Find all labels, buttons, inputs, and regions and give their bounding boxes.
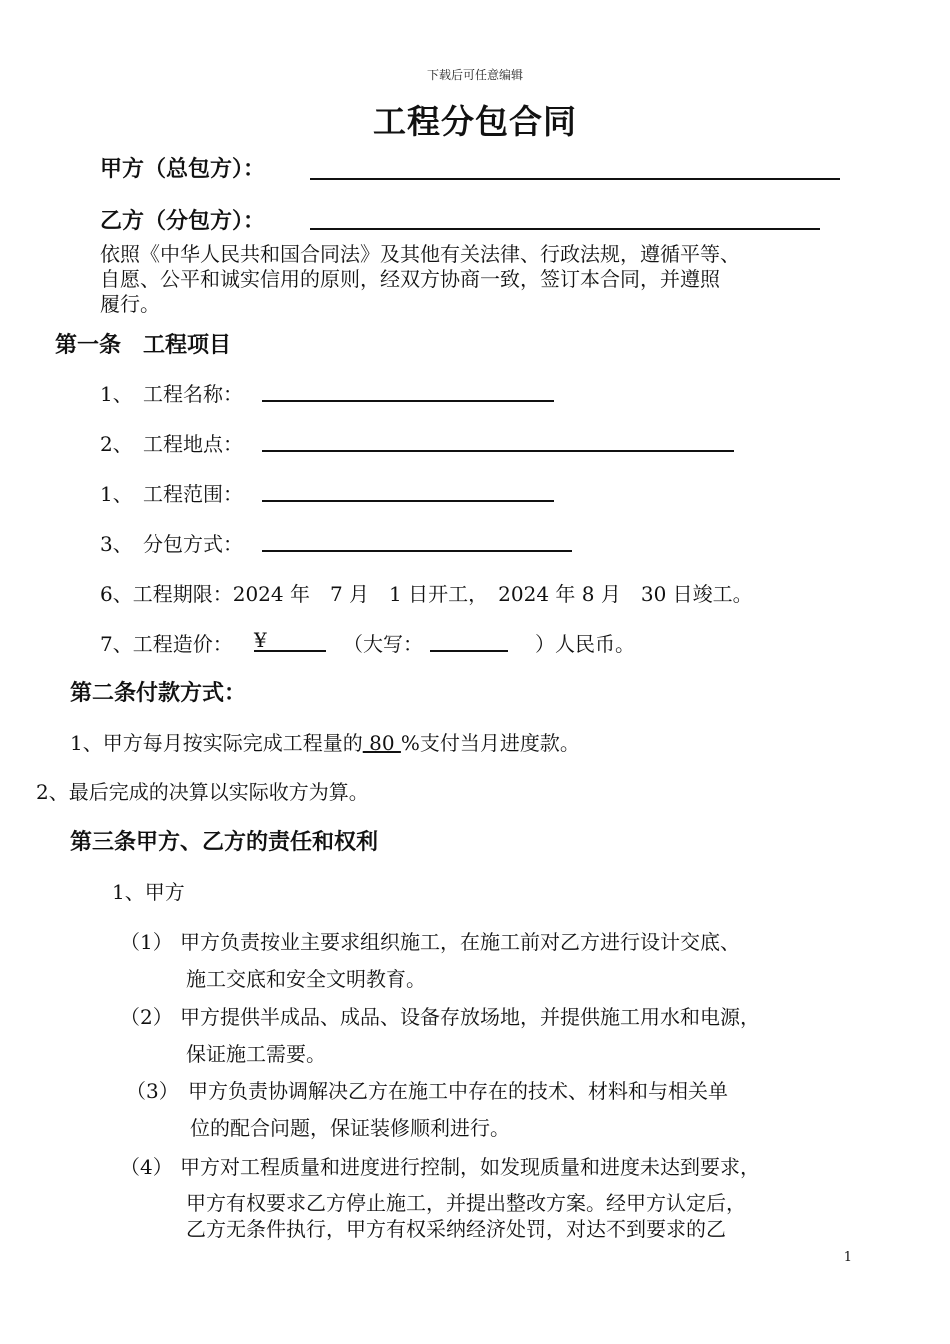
currency-symbol: ¥ [254,628,267,652]
party-b-blank [310,228,820,230]
clause-text: 甲方有权要求乙方停止施工，并提出整改方案。经甲方认定后， [186,1191,746,1215]
clause-text: 甲方负责按业主要求组织施工，在施工前对乙方进行设计交底、 [180,930,740,954]
project-scope-blank [262,500,554,502]
article-1-heading: 第一条 工程项目 [55,333,232,358]
article-1-item-label: 工程范围： [143,482,243,506]
clause-text: 甲方提供半成品、成品、设备存放场地，并提供施工用水和电源， [180,1005,760,1029]
clause-text: 甲方对工程质量和进度进行控制，如发现质量和进度未达到要求， [180,1155,760,1179]
clause-text: 保证施工需要。 [186,1042,326,1066]
project-cost-prefix: 7、工程造价： [100,632,233,656]
payment-item-1 [70,727,580,756]
payment-percentage: 80 [362,731,401,755]
clause-num: （2） [120,1005,173,1029]
payment-item-1-prefix: 1、甲方每月按实际完成工程量的 [70,731,363,755]
project-location-blank [262,450,734,452]
cost-in-words-blank [430,650,508,652]
article-1-item-num: 2、 [100,432,133,456]
clause-text: 甲方负责协调解决乙方在施工中存在的技术、材料和与相关单 [188,1079,728,1103]
preamble-line-3: 履行。 [100,292,160,316]
project-period: 6、工程期限：2024 年 7 月 1 日开工， 2024 年 8 月 30 日竣工。 [100,582,753,606]
party-a-subheading: 1、甲方 [112,880,185,904]
clause-num: （4） [120,1155,173,1179]
party-b-label: 乙方（分包方）： [100,209,266,234]
article-2-heading: 第二条付款方式： [70,681,247,706]
project-cost-suffix: ）人民币。 [535,632,635,656]
header-note: 下载后可任意编辑 [426,68,523,82]
article-1-item-num: 3、 [100,532,133,556]
preamble-line-1: 依照《中华人民共和国合同法》及其他有关法律、行政法规，遵循平等、 [100,242,740,266]
article-1-item-num: 1、 [100,382,133,406]
party-a-label: 甲方（总包方）： [100,157,266,182]
subcontract-method-blank [262,550,572,552]
project-name-blank [262,400,554,402]
clause-text: 施工交底和安全文明教育。 [186,967,426,991]
document-title: 工程分包合同 [373,102,577,141]
clause-num: （1） [120,930,173,954]
payment-item-1-suffix: %支付当月进度款。 [400,731,580,755]
article-1-item-num: 1、 [100,482,133,506]
cost-amount-blank [254,650,326,652]
payment-item-2: 2、最后完成的决算以实际收方为算。 [36,780,369,804]
project-cost-mid: （大写： [343,632,423,656]
page-number: 1 [843,1250,852,1265]
clause-text: 乙方无条件执行，甲方有权采纳经济处罚，对达不到要求的乙 [186,1217,726,1241]
clause-text: 位的配合问题，保证装修顺利进行。 [190,1116,510,1140]
preamble-line-2: 自愿、公平和诚实信用的原则，经双方协商一致，签订本合同，并遵照 [100,267,720,291]
article-1-item-label: 工程名称： [143,382,243,406]
article-1-item-label: 分包方式： [143,532,243,556]
article-3-heading: 第三条甲方、乙方的责任和权利 [70,830,379,855]
party-a-blank [310,178,840,180]
article-1-item-label: 工程地点： [143,432,243,456]
clause-num: （3） [126,1079,179,1103]
